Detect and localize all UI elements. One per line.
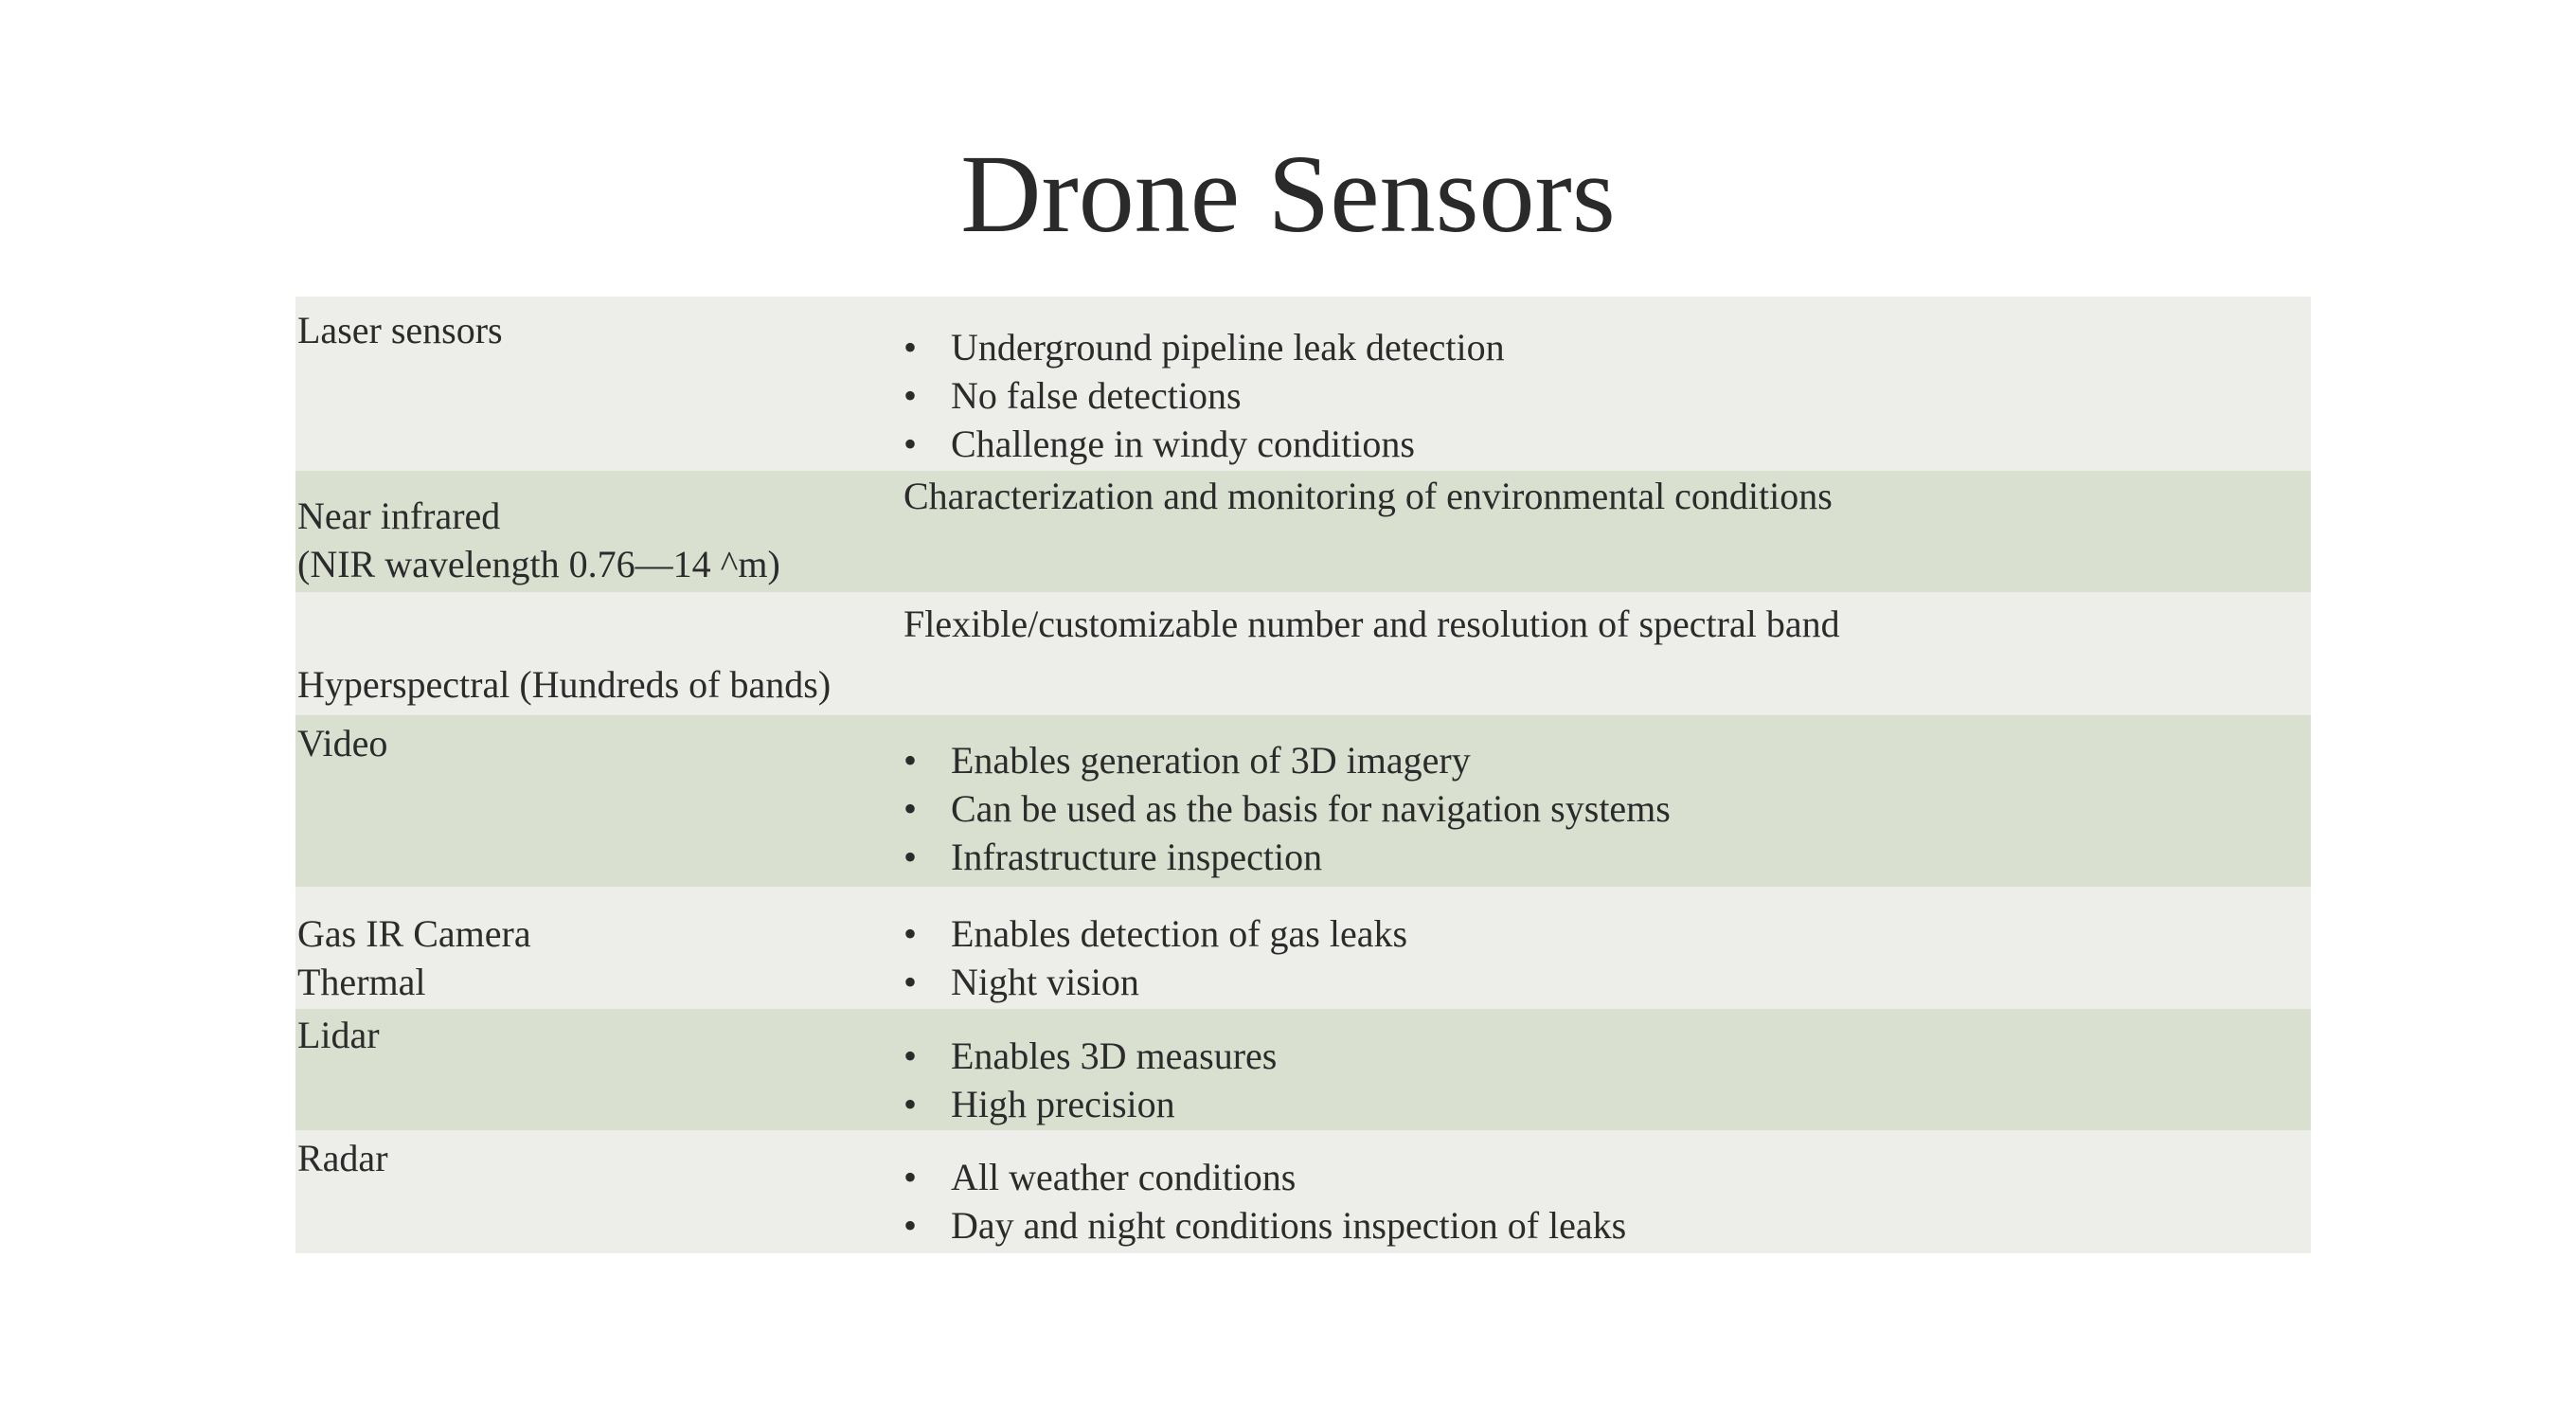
list-item: • Challenge in windy conditions (903, 420, 1505, 468)
list-item: • Enables generation of 3D imagery (903, 736, 1671, 784)
bullet-list (903, 1153, 1626, 1250)
list-item: • Underground pipeline leak detection (903, 323, 1505, 371)
sensor-description: Characterization and monitoring of environmental conditions (903, 475, 1833, 517)
sensor-name-cell (297, 1011, 380, 1059)
slide-title: Drone Sensors (960, 132, 1616, 256)
table-row-radar (295, 1130, 2311, 1253)
sensor-name: Near infrared (297, 495, 501, 537)
bullet-list (903, 736, 1671, 881)
table-row-laser-sensors (295, 297, 2311, 471)
bullet-list (903, 1032, 1277, 1128)
list-item: • All weather conditions (903, 1153, 1626, 1201)
list-item: • Enables detection of gas leaks (903, 909, 1407, 958)
sensor-name: Thermal (297, 961, 426, 1003)
sensor-name: Radar (297, 1137, 388, 1179)
sensor-name: Lidar (297, 1014, 380, 1056)
table-row-hyperspectral (295, 592, 2311, 715)
list-item: • Night vision (903, 958, 1407, 1006)
sensor-table (295, 297, 2311, 1253)
bullet-list (903, 323, 1505, 468)
sensor-description: Flexible/customizable number and resolution of spectral band (903, 603, 1840, 645)
table-row-near-infrared (295, 471, 2311, 592)
list-item: • Can be used as the basis for navigation systems (903, 784, 1671, 833)
list-item: • Enables 3D measures (903, 1032, 1277, 1080)
sensor-name: Hyperspectral (Hundreds of bands) (297, 663, 832, 706)
table-row-gas-ir-camera (295, 887, 2311, 1009)
list-item: • High precision (903, 1080, 1277, 1128)
list-item: • Day and night conditions inspection of leaks (903, 1201, 1626, 1250)
table-row-video (295, 715, 2311, 887)
list-item: • Infrastructure inspection (903, 833, 1671, 881)
sensor-name-cell (297, 1134, 388, 1182)
sensor-name: Laser sensors (297, 309, 503, 351)
sensor-name-cell (297, 660, 831, 709)
sensor-name-cell (297, 719, 387, 767)
sensor-name-cell (297, 306, 503, 354)
sensor-name: Gas IR Camera (297, 912, 531, 955)
sensor-name-cell (297, 909, 531, 1006)
bullet-list (903, 909, 1407, 1006)
sensor-name: Video (297, 722, 388, 764)
list-item: • No false detections (903, 371, 1505, 420)
sensor-detail: (NIR wavelength 0.76—14 ^m) (297, 543, 780, 585)
table-row-lidar (295, 1009, 2311, 1130)
sensor-name-cell (297, 492, 780, 588)
